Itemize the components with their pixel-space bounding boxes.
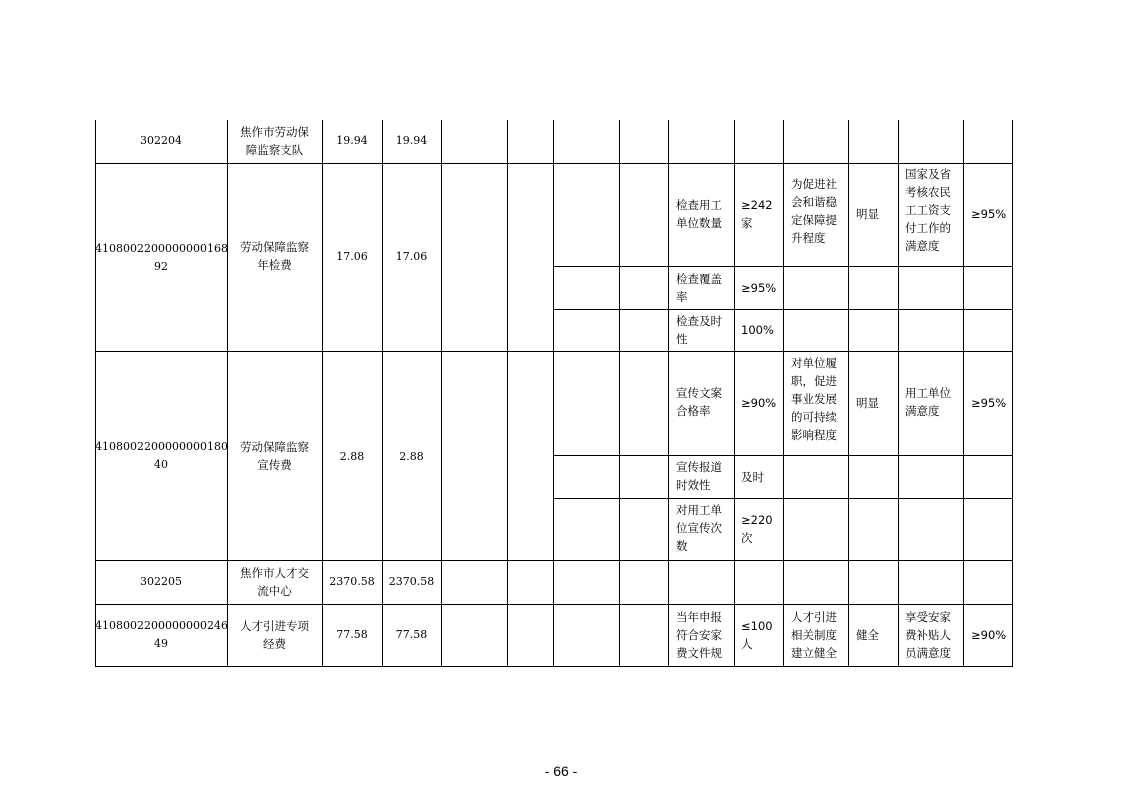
row-3-amount-1: 2.88: [339, 450, 365, 463]
row-2-indicator-2: 检查覆盖 率: [676, 272, 722, 304]
row-2-amount-2: 17.06: [395, 250, 428, 263]
row-4-amount-2: 2370.58: [388, 575, 435, 588]
page-number: - 66 -: [544, 763, 578, 779]
row-1-name: 焦作市劳动保 障监察支队: [240, 125, 309, 157]
row-5-satisfaction: 享受安家 费补贴人 员满意度: [905, 610, 951, 660]
row-2-indicator-3: 检查及时 性: [676, 314, 722, 346]
row-3-indicator-3: 对用工单 位宣传次 数: [676, 503, 722, 553]
row-4-amount-1: 2370.58: [329, 575, 375, 588]
row-4-code: 302205: [140, 575, 182, 588]
row-3-value-3: ≥220 次: [741, 513, 773, 545]
row-5-satisfaction-value: ≥90%: [971, 628, 1007, 642]
row-5-amount-1: 77.58: [336, 628, 368, 641]
row-3-indicator-1: 宣传文案 合格率: [676, 386, 722, 418]
row-5-indicator: 当年申报 符合安家 费文件规: [676, 610, 722, 660]
row-2-satisfaction-value: ≥95%: [971, 207, 1007, 221]
row-2-value-3: 100%: [741, 323, 774, 337]
row-2-effect-value: 明显: [856, 207, 879, 221]
row-2-indicator-1: 检查用工 单位数量: [676, 198, 722, 230]
row-1-amount-2: 19.94: [395, 134, 428, 147]
row-5-name: 人才引进专项 经费: [240, 619, 309, 651]
row-5-code: 4108002200000000246 49: [95, 619, 228, 650]
row-1-code: 302204: [140, 134, 182, 147]
row-3-value-2: 及时: [741, 470, 764, 484]
row-3-name: 劳动保障监察 宣传费: [240, 440, 309, 472]
budget-performance-table: [95, 120, 1013, 667]
row-3-amount-2: 2.88: [399, 450, 424, 463]
row-3-effect-value: 明显: [856, 396, 879, 410]
row-1-amount-1: 19.94: [336, 134, 368, 147]
row-5-effect-value: 健全: [856, 628, 879, 642]
row-2-effect: 为促进社 会和谐稳 定保障提 升程度: [791, 177, 837, 245]
row-3-indicator-2: 宣传报道 时效性: [676, 460, 722, 492]
row-3-satisfaction: 用工单位 满意度: [905, 386, 951, 418]
row-3-value-1: ≥90%: [741, 396, 777, 410]
row-2-value-1: ≥242 家: [741, 198, 773, 230]
row-2-code: 4108002200000000168 92: [95, 242, 228, 273]
row-5-amount-2: 77.58: [395, 628, 428, 641]
row-4-name: 焦作市人才交 流中心: [240, 566, 309, 598]
row-3-code: 4108002200000000180 40: [95, 440, 228, 471]
row-2-amount-1: 17.06: [336, 250, 368, 263]
row-3-effect: 对单位履 职，促进 事业发展 的可持续 影响程度: [791, 356, 837, 442]
row-3-satisfaction-value: ≥95%: [971, 396, 1007, 410]
row-2-value-2: ≥95%: [741, 281, 777, 295]
row-5-value: ≤100 人: [741, 619, 773, 651]
row-2-name: 劳动保障监察 年检费: [240, 240, 309, 272]
row-2-satisfaction: 国家及省 考核农民 工工资支 付工作的 满意度: [905, 167, 951, 253]
row-5-effect: 人才引进 相关制度 建立健全: [791, 610, 837, 660]
